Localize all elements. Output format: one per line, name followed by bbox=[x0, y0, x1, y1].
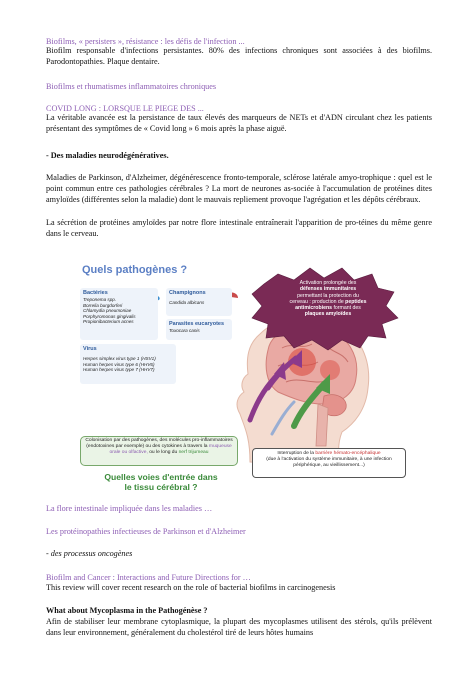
bacteries-list: Treponema spp. Borrelia burgdorferi Chlamydia pneumoniae Porphyromonas gingivalis Propionibacterium acnes bbox=[83, 297, 136, 325]
paragraph-mycoplasma: Afin de stabiliser leur membrane cytoplasmique, la plupart des mycoplasmes utilisent des stérols, qu'ils prélèvent dans leur environnement, généralement du cholestérol tiré de leurs hôtes humains bbox=[46, 617, 432, 637]
panel-parasites bbox=[166, 319, 232, 340]
bacteries-title: Bactéries bbox=[83, 290, 108, 296]
link-flore-intestinale[interactable]: La flore intestinale impliquée dans les maladies … bbox=[46, 504, 213, 513]
panel-bacteries bbox=[80, 288, 158, 340]
paragraph-amyloides: La sécrétion de protéines amyloïdes par notre flore intestinale entraînerait l'apparition de pro-téines du même genre dans le cerveau. bbox=[46, 218, 432, 238]
paragraph-covid-long: La véritable avancée est la persistance de taux élevés des marqueurs de NETs et d'ADN circulant chez les patients présentant des symptômes de « Covid long » 6 mois après la phase aiguë. bbox=[46, 113, 432, 133]
voies-entree-question: Quelles voies d'entrée dans le tissu cérébral ? bbox=[104, 472, 218, 492]
heading-neurodegeneratives: - Des maladies neurodégénératives. bbox=[46, 151, 169, 160]
pathogens-figure bbox=[72, 258, 412, 492]
figure-title: Quels pathogènes ? bbox=[82, 264, 188, 276]
heading-mycoplasma: What about Mycoplasma in the Pathogénèse ? bbox=[46, 606, 208, 615]
virus-list: Herpes simplex virus type 1 (HSV1) Human herpes virus type 6 (HHV6) Human herpes virus type 7 (HHV7) bbox=[83, 356, 156, 373]
panel-virus bbox=[80, 344, 176, 384]
paragraph-biofilm-cancer: This review will cover recent research on the role of bacterial biofilms in carcinogenesis bbox=[46, 583, 336, 592]
virus-title: Virus bbox=[83, 346, 97, 352]
link-biofilms-rhumatismes[interactable]: Biofilms et rhumatismes inflammatoires chroniques bbox=[46, 82, 217, 91]
paragraph-biofilm-infections: Biofilm responsable d'infections persistantes. 80% des infections chroniques sont associées à des biofilms. Parodontopathies. Plaque dentaire. bbox=[46, 46, 432, 66]
champignons-title: Champignons bbox=[169, 290, 206, 296]
barrier-box: Interruption de la barrière hémato-encéphalique (due à l'activation du système immunitaire, à une infection périphérique, au vieillissement...) bbox=[252, 448, 406, 478]
panel-champignons bbox=[166, 288, 232, 316]
link-proteinopathies[interactable]: Les protéinopathies infectieuses de Parkinson et d'Alzheimer bbox=[46, 527, 246, 536]
colonisation-box: Colonisation par des pathogènes, des molécules pro-inflammatoires (endotoxines par exemple) ou des cytokines à travers la muqueuse orale ou olfactive, ou le long du nerf trijumeau bbox=[80, 436, 238, 466]
parasites-title: Parasites eucaryotes bbox=[169, 321, 225, 327]
link-covid-long[interactable]: COVID LONG : LORSQUE LE PIEGE DES ... bbox=[46, 104, 204, 113]
activation-badge: Activation prolongée des défenses immunitaires permettant la protection du cerveau : production de peptides antimicrobiens formant des plaques amyloïdes bbox=[289, 280, 367, 318]
link-biofilm-cancer[interactable]: Biofilm and Cancer : Interactions and Future Directions for … bbox=[46, 573, 251, 582]
champignons-list: Candida albicans bbox=[169, 300, 205, 305]
link-biofilms-persisters[interactable]: Biofilms, « persisters », résistance : les défis de l'infection ... bbox=[46, 37, 245, 46]
heading-oncogenes: - des processus oncogènes bbox=[46, 549, 133, 558]
parasites-list: Toxocara canis bbox=[169, 328, 200, 333]
paragraph-neurodegeneratives: Maladies de Parkinson, d'Alzheimer, dégénérescence fronto-temporale, sclérose latérale amyo-trophique : quel est le point commun entre ces pathologies cérébrales ? La mort de neurones as-sociée à l'accumulation de protéines dites amyloïdes (différentes selon la maladie) dont le mauvais repliement provoque l'agrégation et les dépôts cérébraux. bbox=[46, 173, 432, 204]
